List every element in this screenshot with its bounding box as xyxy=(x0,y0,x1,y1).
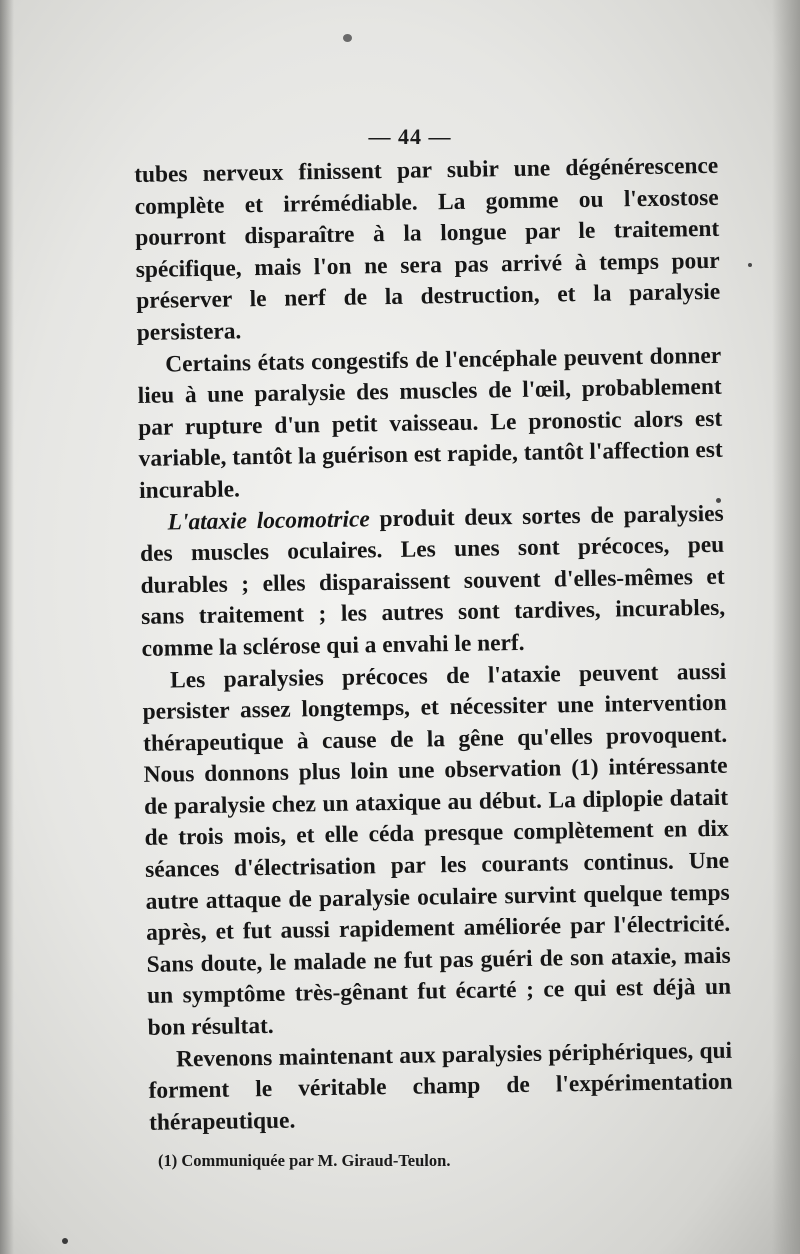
body-text xyxy=(134,151,733,1139)
paragraph: tubes nerveux finissent par subir une dégénérescence complète et irrémédiable. La gomme ou l'exostose pourront disparaître à la longue par le traitement spécifique, mais l'on ne sera pas arrivé à temps pour préserver le nerf de la destruction, et la paralysie persistera. xyxy=(134,152,721,346)
ink-speck xyxy=(343,34,352,42)
paragraph xyxy=(139,498,725,665)
footnote: (1) Communiquée par M. Giraud-Teulon. xyxy=(158,1151,451,1170)
page-number: — 44 — xyxy=(368,124,452,149)
paragraph: Les paralysies précoces de l'ataxie peuvent aussi persister assez longtemps, et nécessiter une intervention thérapeutique à cause de la gêne qu'elles provoquent. Nous donnons plus loin une observation (1) intéressante de paralysie chez un ataxique au début. La diplopie datait de trois mois, et elle céda presque complètement en dix séances d'électrisation par les courants continus. Une autre attaque de paralysie oculaire survint quelque temps après, et fut aussi rapidement améliorée par l'électricité. Sans doute, le malade ne fut pas guéri de son ataxie, mais un symptôme très-gênant fut écarté ; ce qui est déjà un bon résultat. xyxy=(142,658,732,1041)
ink-speck xyxy=(748,263,752,267)
ink-speck xyxy=(62,1238,68,1244)
paragraph: Certains états congestifs de l'encéphale peuvent donner lieu à une paralysie des muscles de l'œil, probablement par rupture d'un petit vaisseau. Le pronostic alors est variable, tantôt la guérison est rapide, tantôt l'affection est incurable. xyxy=(137,342,723,504)
italic-term: L'ataxie locomotrice xyxy=(167,505,370,536)
paragraph-text: produit deux sortes de paralysies des muscles oculaires. Les unes sont précoces, peu durables ; elles disparaissent souvent d'elles-mêmes et sans traitement ; les autres sont tardives, incurables, comme la sclérose qui a envahi le nerf. xyxy=(139,500,726,662)
page-shadow-right xyxy=(772,0,800,1254)
paragraph: Revenons maintenant aux paralysies périphériques, qui forment le véritable champ de l'expérimentation thérapeutique. xyxy=(148,1037,733,1136)
page-shadow-left xyxy=(0,0,14,1254)
